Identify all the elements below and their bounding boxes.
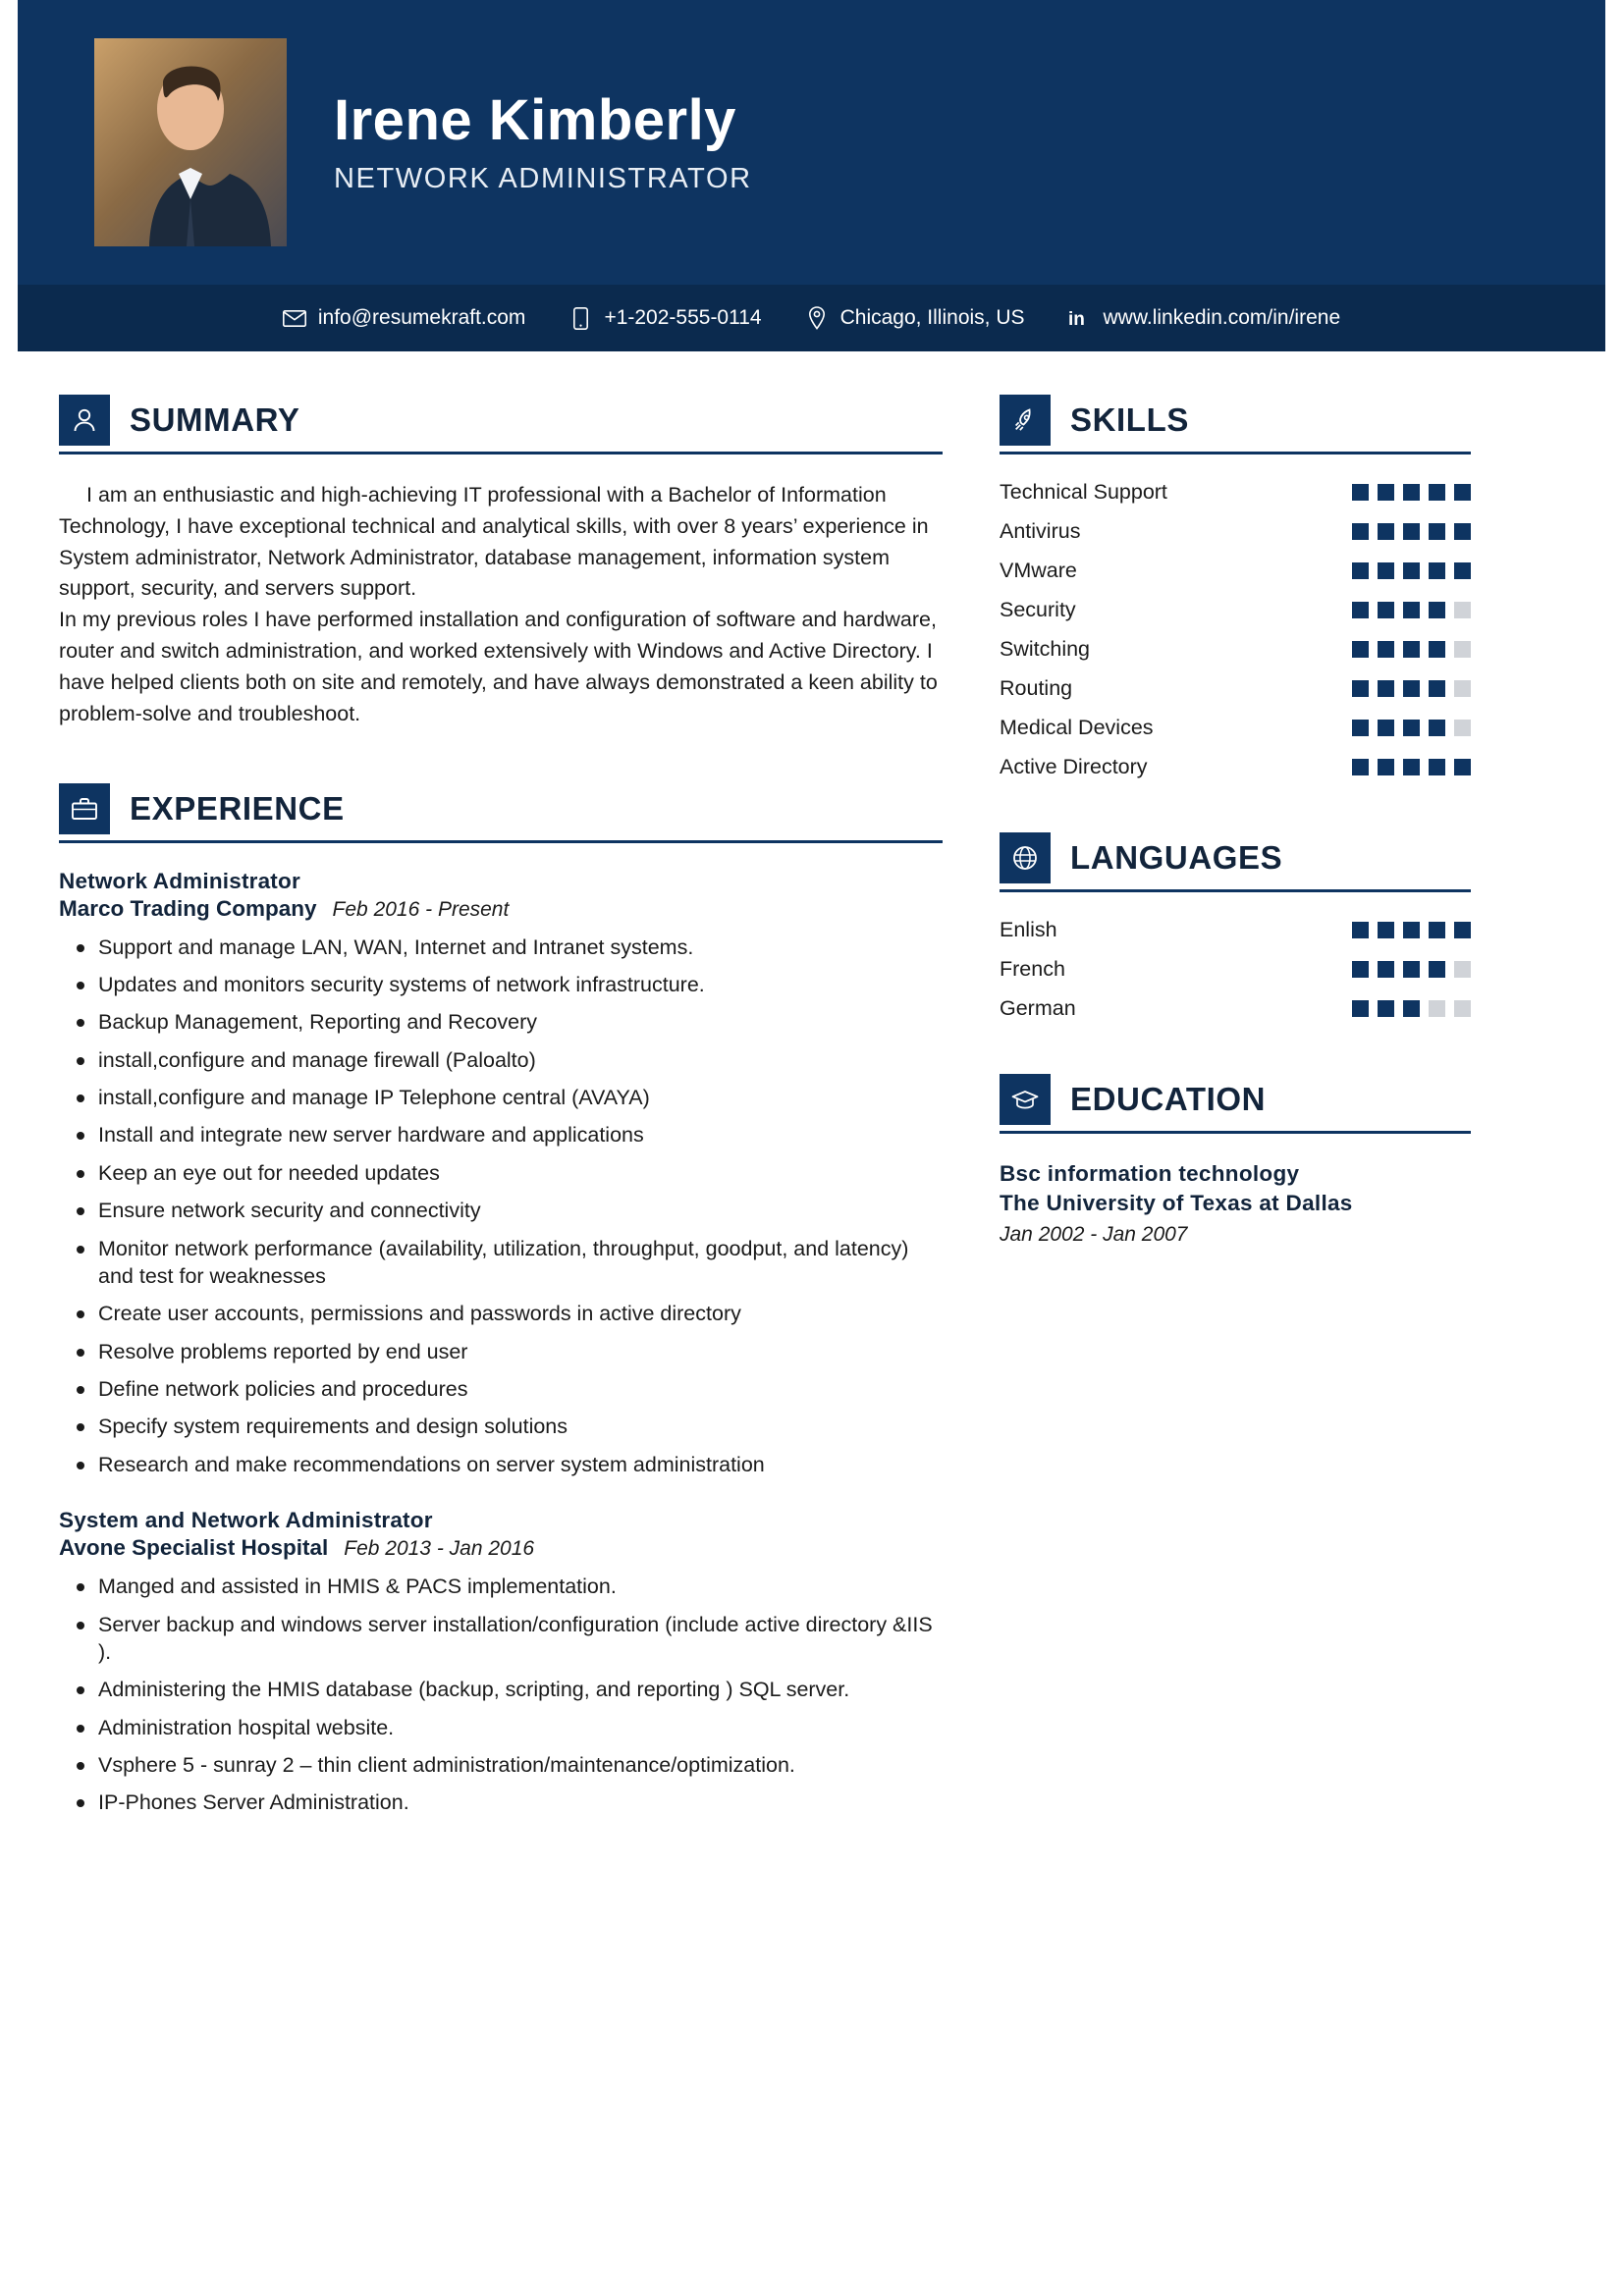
- list-item: Research and make recommendations on server system administration: [59, 1451, 943, 1478]
- contact-phone-text: +1-202-555-0114: [604, 306, 762, 329]
- job-title: NETWORK ADMINISTRATOR: [334, 163, 752, 195]
- skills-heading: [1000, 395, 1471, 454]
- list-item: Specify system requirements and design solutions: [59, 1413, 943, 1440]
- list-item: Resolve problems reported by end user: [59, 1338, 943, 1365]
- right-column: [1000, 395, 1471, 1827]
- list-item: Manged and assisted in HMIS & PACS implementation.: [59, 1573, 943, 1600]
- globe-icon: [1000, 832, 1051, 883]
- contact-location-text: Chicago, Illinois, US: [839, 306, 1025, 329]
- briefcase-icon: [59, 783, 110, 834]
- summary-paragraph: In my previous roles I have performed installation and configuration of software and hardware, router and switch administration, and worked extensively with Windows and Active Directory. I have helped clients both on site and remotely, and have always demonstrated a keen ability to problem-solve and troubleshoot.: [59, 608, 938, 725]
- education-degree: Bsc information technology: [1000, 1161, 1300, 1186]
- language-rating: [1352, 961, 1471, 978]
- resume-header: [18, 0, 1605, 285]
- job-bullets: [59, 1573, 943, 1817]
- list-item: Support and manage LAN, WAN, Internet and Intranet systems.: [59, 934, 943, 961]
- list-item: [1000, 559, 1471, 583]
- languages-title: LANGUAGES: [1070, 839, 1283, 876]
- education-school: The University of Texas at Dallas: [1000, 1191, 1353, 1216]
- contact-email-text: info@resumekraft.com: [317, 306, 526, 329]
- envelope-icon: [283, 306, 306, 330]
- phone-icon: [568, 306, 592, 330]
- skill-rating: [1352, 523, 1471, 540]
- section-skills: [1000, 395, 1471, 779]
- skill-rating: [1352, 641, 1471, 658]
- skill-label: Medical Devices: [1000, 716, 1154, 739]
- job-role: Network Administrator: [59, 868, 300, 893]
- user-icon: [59, 395, 110, 446]
- skill-label: Antivirus: [1000, 519, 1081, 543]
- job-bullets: [59, 934, 943, 1479]
- skill-rating: [1352, 680, 1471, 697]
- skill-label: Active Directory: [1000, 755, 1148, 778]
- skill-rating: [1352, 720, 1471, 736]
- language-rating: [1352, 922, 1471, 938]
- linkedin-icon: [1068, 306, 1092, 330]
- list-item: Vsphere 5 - sunray 2 – thin client administration/maintenance/optimization.: [59, 1751, 943, 1779]
- graduation-cap-icon: [1000, 1074, 1051, 1125]
- list-item: Updates and monitors security systems of network infrastructure.: [59, 971, 943, 998]
- section-summary: [59, 395, 943, 730]
- list-item: [1000, 637, 1471, 662]
- list-item: Backup Management, Reporting and Recovery: [59, 1008, 943, 1036]
- list-item: Ensure network security and connectivity: [59, 1197, 943, 1224]
- list-item: Install and integrate new server hardware and applications: [59, 1121, 943, 1148]
- summary-heading: [59, 395, 943, 454]
- skill-label: Technical Support: [1000, 480, 1167, 504]
- list-item: [1000, 996, 1471, 1021]
- section-experience: [59, 783, 943, 1817]
- education-dates: Jan 2002 - Jan 2007: [1000, 1222, 1188, 1246]
- summary-title: SUMMARY: [130, 401, 300, 438]
- skill-label: Security: [1000, 598, 1076, 621]
- experience-entry: [59, 1508, 943, 1817]
- page-title: Irene Kimberly: [334, 87, 736, 152]
- summary-body: [59, 480, 943, 730]
- list-item: [1000, 598, 1471, 622]
- list-item: Create user accounts, permissions and passwords in active directory: [59, 1300, 943, 1327]
- contact-bar: [18, 285, 1605, 351]
- languages-heading: [1000, 832, 1471, 892]
- list-item: [1000, 957, 1471, 982]
- language-label: French: [1000, 957, 1065, 981]
- summary-paragraph: I am an enthusiastic and high-achieving IT professional with a Bachelor of Information Technology, I have exceptional technical and analytical skills, with over 8 years’ experience in System administrator, Network Administrator, database management, information system support, security, and servers support.: [59, 483, 929, 601]
- svg-text:in: in: [1067, 309, 1085, 329]
- list-item: [1000, 519, 1471, 544]
- job-company: Marco Trading Company: [59, 895, 317, 921]
- contact-phone[interactable]: [568, 306, 761, 330]
- education-heading: [1000, 1074, 1471, 1134]
- experience-entry: [59, 869, 943, 1479]
- languages-list: [1000, 918, 1471, 1021]
- job-company: Avone Specialist Hospital: [59, 1535, 329, 1561]
- list-item: install,configure and manage IP Telephone central (AVAYA): [59, 1084, 943, 1111]
- skill-rating: [1352, 759, 1471, 775]
- list-item: install,configure and manage firewall (Paloalto): [59, 1046, 943, 1074]
- list-item: Administering the HMIS database (backup, scripting, and reporting ) SQL server.: [59, 1676, 943, 1703]
- list-item: [1000, 480, 1471, 505]
- list-item: [1000, 676, 1471, 701]
- skill-label: VMware: [1000, 559, 1077, 582]
- contact-email[interactable]: [283, 306, 526, 330]
- skill-rating: [1352, 602, 1471, 618]
- location-pin-icon: [805, 306, 829, 330]
- section-languages: [1000, 832, 1471, 1021]
- list-item: Monitor network performance (availability, utilization, throughput, goodput, and latency) and test for weaknesses: [59, 1235, 943, 1291]
- skill-label: Switching: [1000, 637, 1091, 661]
- resume-body: [0, 351, 1623, 1827]
- education-title: EDUCATION: [1070, 1081, 1267, 1117]
- experience-title: EXPERIENCE: [130, 789, 345, 827]
- avatar: [94, 38, 287, 246]
- list-item: IP-Phones Server Administration.: [59, 1789, 943, 1816]
- contact-location[interactable]: [805, 306, 1025, 330]
- left-column: [59, 395, 943, 1827]
- list-item: [1000, 755, 1471, 779]
- skill-label: Routing: [1000, 676, 1073, 700]
- language-rating: [1352, 1000, 1471, 1017]
- contact-linkedin[interactable]: [1068, 306, 1341, 330]
- education-entry: [1000, 1159, 1471, 1247]
- job-dates: Feb 2016 - Present: [332, 897, 510, 921]
- section-education: [1000, 1074, 1471, 1247]
- skills-title: SKILLS: [1070, 401, 1189, 438]
- list-item: Administration hospital website.: [59, 1714, 943, 1741]
- list-item: Define network policies and procedures: [59, 1375, 943, 1403]
- contact-linkedin-text: www.linkedin.com/in/irene: [1103, 306, 1341, 329]
- job-dates: Feb 2013 - Jan 2016: [344, 1537, 535, 1561]
- language-label: Enlish: [1000, 918, 1057, 941]
- list-item: Server backup and windows server installation/configuration (include active directory &IIS ).: [59, 1611, 943, 1667]
- language-label: German: [1000, 996, 1076, 1020]
- experience-heading: [59, 783, 943, 843]
- skills-list: [1000, 480, 1471, 779]
- rocket-icon: [1000, 395, 1051, 446]
- list-item: [1000, 716, 1471, 740]
- job-role: System and Network Administrator: [59, 1508, 433, 1533]
- skill-rating: [1352, 484, 1471, 501]
- list-item: Keep an eye out for needed updates: [59, 1159, 943, 1187]
- skill-rating: [1352, 562, 1471, 579]
- list-item: [1000, 918, 1471, 942]
